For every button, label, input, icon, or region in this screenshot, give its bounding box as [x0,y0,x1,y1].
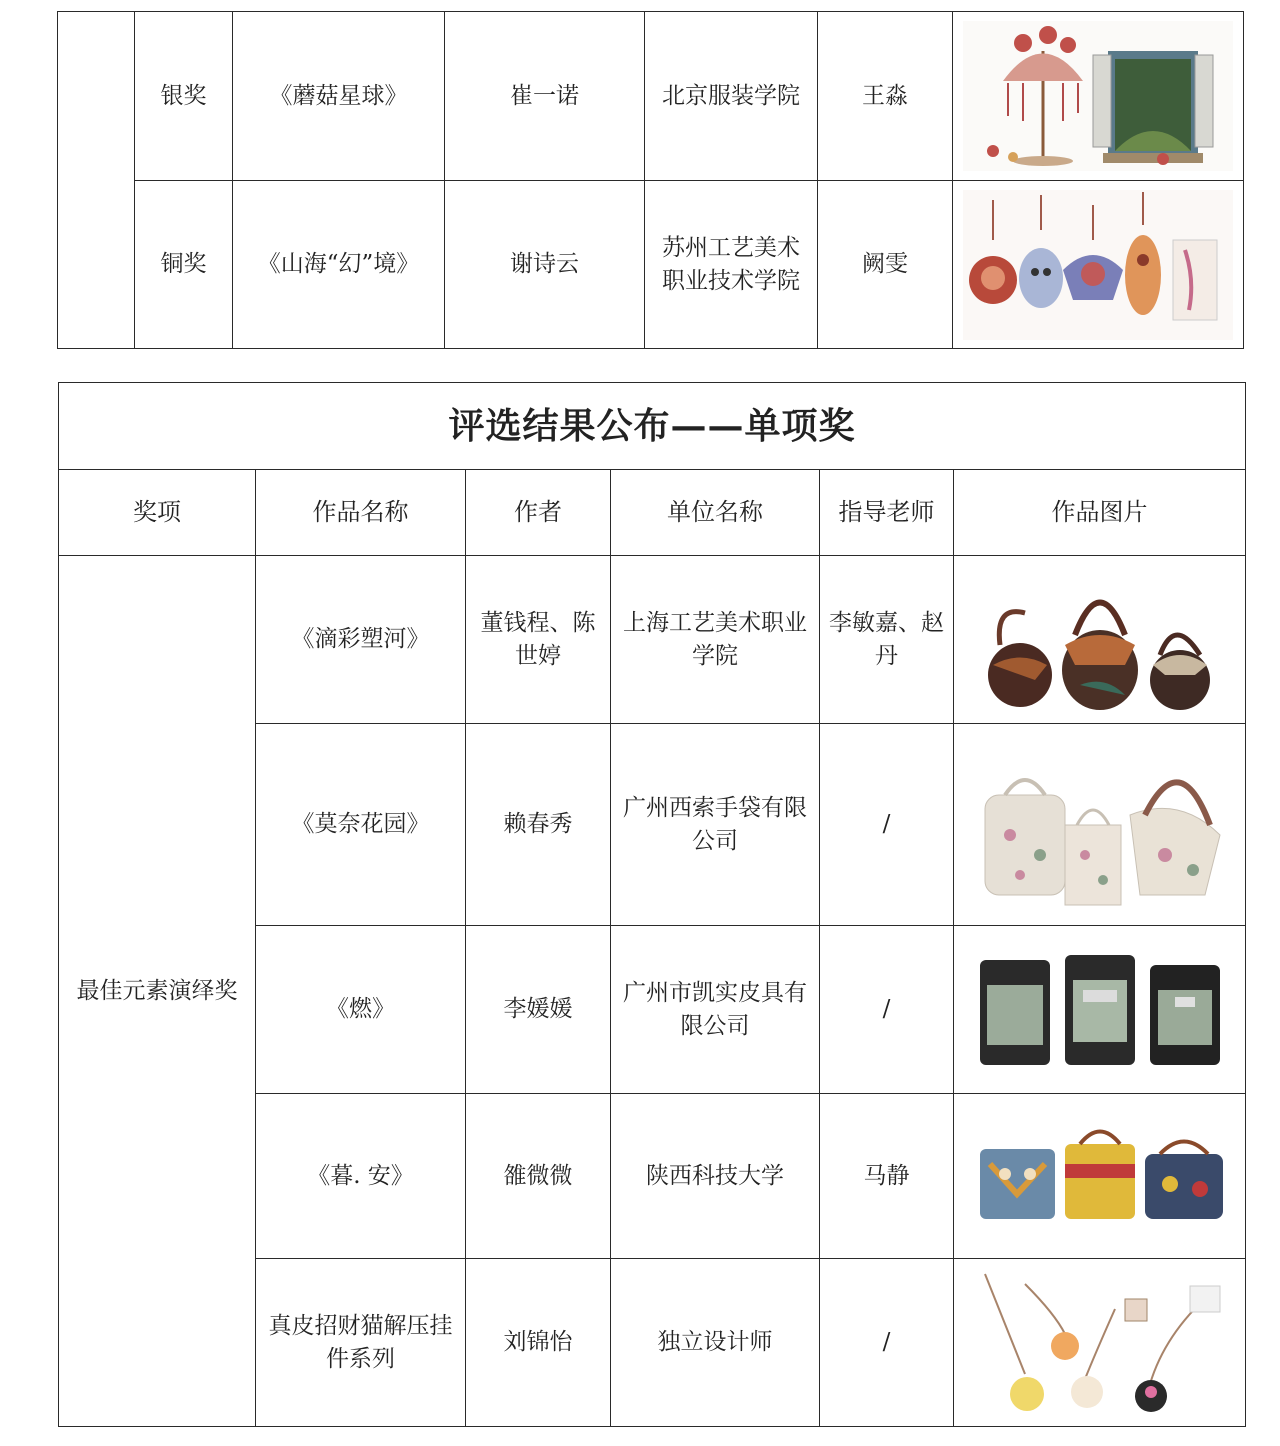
unit-cell: 广州市凯实皮具有限公司 [611,926,820,1094]
teacher-cell: 马静 [820,1094,954,1259]
author-cell: 谢诗云 [445,181,645,349]
header-award: 奖项 [59,470,256,556]
single-award-table [58,382,1246,1427]
artwork-image [953,12,1244,181]
creature-pendants-image [963,190,1233,340]
unit-cell: 上海工艺美术职业学院 [611,556,820,724]
author-cell: 李媛媛 [466,926,611,1094]
work-name-cell: 《滴彩塑河》 [256,556,466,724]
award-table-continued [57,11,1244,349]
work-name-cell: 《燃》 [256,926,466,1094]
work-name-cell: 《暮. 安》 [256,1094,466,1259]
floral-bags-image [965,735,1235,915]
work-name-cell: 《莫奈花园》 [256,724,466,926]
unit-cell: 苏州工艺美术职业技术学院 [645,181,818,349]
unit-cell: 广州西索手袋有限公司 [611,724,820,926]
category-cell: 最佳元素演绎奖 [59,556,256,1427]
header-unit: 单位名称 [611,470,820,556]
teacher-cell: 李敏嘉、赵丹 [820,556,954,724]
author-cell: 刘锦怡 [466,1259,611,1427]
backpacks-image [965,935,1235,1085]
header-work-name: 作品名称 [256,470,466,556]
work-name-cell: 《蘑菇星球》 [233,12,445,181]
award-cell: 银奖 [135,12,233,181]
author-cell: 董钱程、陈世婷 [466,556,611,724]
table-row [59,556,1246,724]
teacher-cell: 阙雯 [818,181,953,349]
category-cell-empty [58,12,135,349]
header-author: 作者 [466,470,611,556]
unit-cell: 北京服装学院 [645,12,818,181]
author-cell: 赖春秀 [466,724,611,926]
header-row [59,470,1246,556]
author-cell: 崔一诺 [445,12,645,181]
unit-cell: 陕西科技大学 [611,1094,820,1259]
table-title: 评选结果公布——单项奖 [59,383,1246,470]
work-name-cell: 真皮招财猫解压挂件系列 [256,1259,466,1427]
artwork-image [954,926,1246,1094]
header-teacher: 指导老师 [820,470,954,556]
mushroom-planet-image [963,21,1233,171]
patterned-handbags-image [965,1104,1235,1249]
artwork-image [954,1259,1246,1427]
unit-cell: 独立设计师 [611,1259,820,1427]
artwork-image [953,181,1244,349]
work-name-cell: 《山海“幻”境》 [233,181,445,349]
author-cell: 雒微微 [466,1094,611,1259]
teacher-cell: / [820,1259,954,1427]
artwork-image [954,1094,1246,1259]
table-row [58,12,1244,181]
header-image: 作品图片 [954,470,1246,556]
award-cell: 铜奖 [135,181,233,349]
teacher-cell: / [820,926,954,1094]
artwork-image [954,724,1246,926]
artwork-image [954,556,1246,724]
cat-charm-pendants-image [965,1264,1235,1422]
teacher-cell: 王淼 [818,12,953,181]
teacher-cell: / [820,724,954,926]
table-row [58,181,1244,349]
table-title-row [59,383,1246,470]
bucket-bags-image [965,565,1235,715]
